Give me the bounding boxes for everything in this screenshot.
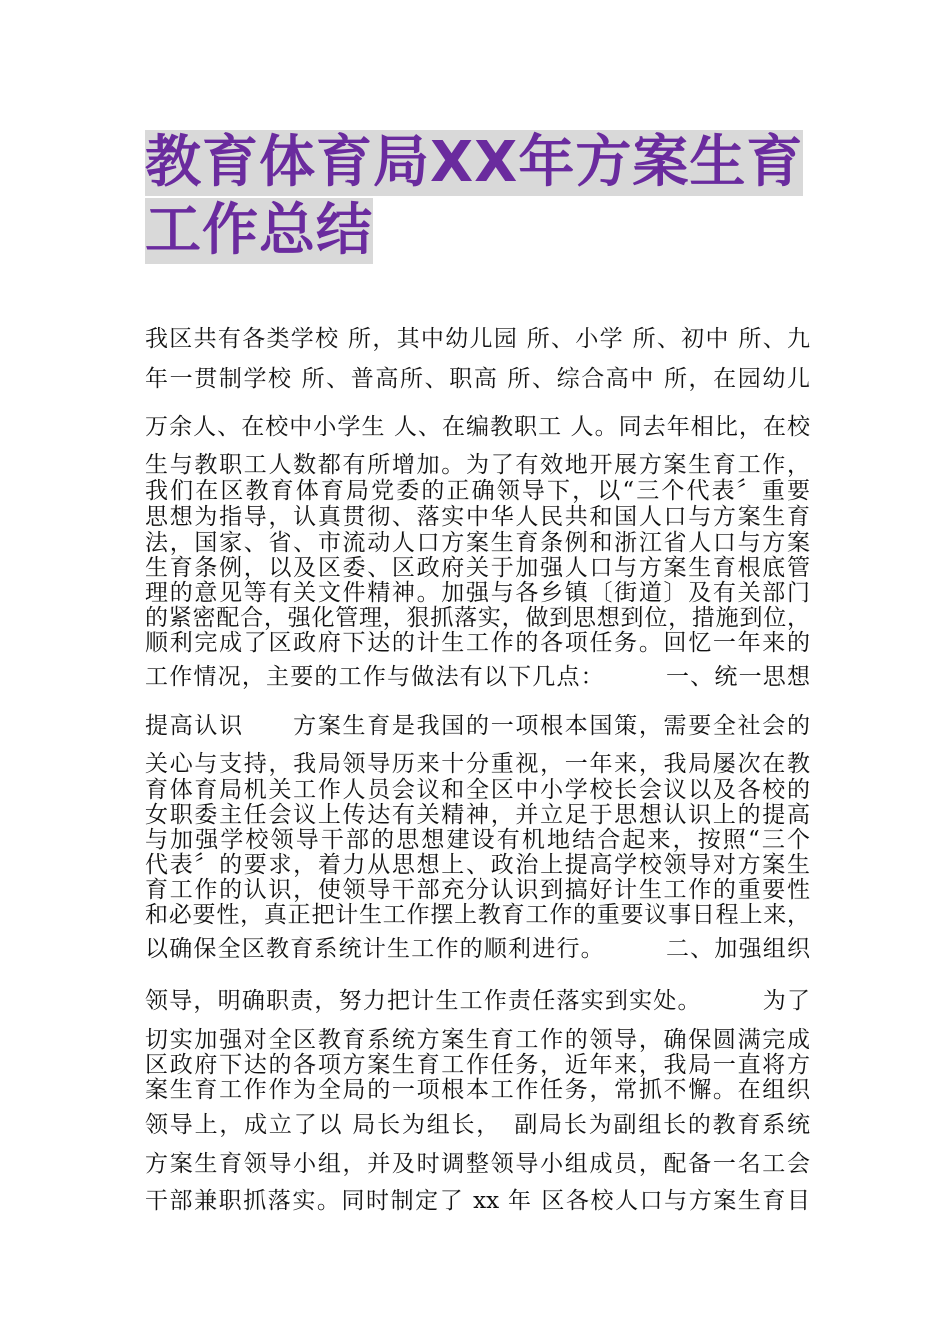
body-line: 工作情况，主要的工作与做法有以下几点： 一、统一思想 [145,664,810,690]
body-line: 思想为指导，认真贯彻、落实中华人民共和国人口与方案生育 [145,504,810,530]
body-line: 干部兼职抓落实。同时制定了 xx 年 区各校人口与方案生育目 [145,1188,810,1214]
body-line: 育体育局机关工作人员会议和全区中小学校长会议以及各校的 [145,777,810,803]
body-line: 区政府下达的各项方案生育工作任务，近年来，我局一直将方 [145,1052,810,1078]
body-line: 育工作的认识，使领导干部充分认识到搞好计生工作的重要性 [145,877,810,903]
body-line: 关心与支持，我局领导历来十分重视，一年来，我局屡次在教 [145,751,810,777]
body-line: 领导上，成立了以 局长为组长， 副局长为副组长的教育系统 [145,1112,810,1138]
body-line: 与加强学校领导干部的思想建设有机地结合起来，按照“三个 [145,827,810,853]
body-line: 提高认识 方案生育是我国的一项根本国策，需要全社会的 [145,713,810,739]
body-line: 案生育工作作为全局的一项根本工作任务，常抓不懈。在组织 [145,1077,810,1103]
body-line: 顺利完成了区政府下达的计生工作的各项任务。回忆一年来的 [145,630,810,656]
body-line: 的紧密配合，强化管理，狠抓落实，做到思想到位，措施到位， [145,605,810,631]
body-line: 万余人、在校中小学生 人、在编教职工 人。同去年相比，在校 [145,414,810,440]
title-line-1: 教育体育局XX年方案生育 [145,130,804,195]
document-title [145,130,815,266]
body-line: 法，国家、省、市流动人口方案生育条例和浙江省人口与方案 [145,530,810,556]
title-line-2: 工作总结 [145,198,373,263]
body-line: 和必要性，真正把计生工作摆上教育工作的重要议事日程上来， [145,902,810,928]
body-line: 理的意见等有关文件精神。加强与各乡镇〔街道〕及有关部门 [145,580,810,606]
body-line: 以确保全区教育系统计生工作的顺利进行。 二、加强组织 [145,936,810,962]
body-line: 方案生育领导小组，并及时调整领导小组成员，配备一名工会 [145,1151,810,1177]
body-line: 我们在区教育体育局党委的正确领导下，以“三个代表〞重要 [145,478,810,504]
body-line: 女职委主任会议上传达有关精神，并立足于思想认识上的提高 [145,802,810,828]
body-line: 生与教职工人数都有所增加。为了有效地开展方案生育工作， [145,452,810,478]
body-line: 领导，明确职责，努力把计生工作责任落实到实处。 为了 [145,988,810,1014]
body-line: 我区共有各类学校 所，其中幼儿园 所、小学 所、初中 所、九 [145,326,810,352]
body-line: 切实加强对全区教育系统方案生育工作的领导，确保圆满完成 [145,1027,810,1053]
body-line: 代表〞的要求，着力从思想上、政治上提高学校领导对方案生 [145,852,810,878]
body-line: 生育条例，以及区委、区政府关于加强人口与方案生育根底管 [145,555,810,581]
body-line: 年一贯制学校 所、普高所、职高 所、综合高中 所，在园幼儿 [145,366,810,392]
